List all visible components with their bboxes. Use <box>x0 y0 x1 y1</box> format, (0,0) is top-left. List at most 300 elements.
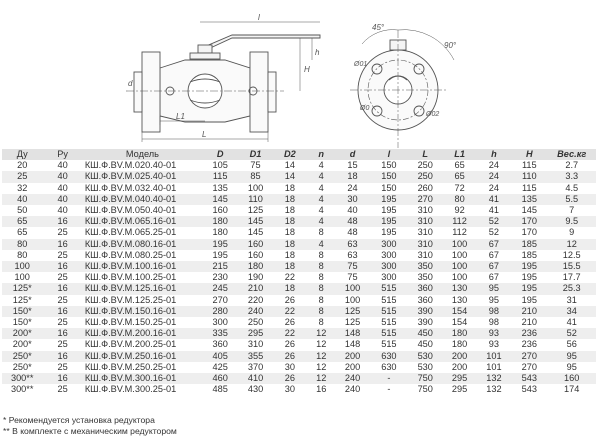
table-cell: 15 <box>347 160 358 171</box>
table-cell: 26 <box>284 317 295 328</box>
table-cell: 195 <box>370 216 408 227</box>
table-cell: 280 <box>202 306 238 317</box>
table-cell: 160 <box>238 239 272 250</box>
table-cell: 630 <box>381 361 397 372</box>
header-L1: L1 <box>442 149 476 160</box>
table-cell: 515 <box>370 283 408 294</box>
table-cell: 300** <box>10 384 34 395</box>
table-cell: 100 <box>451 272 468 283</box>
table-cell: 8 <box>318 227 324 238</box>
table-cell: 95 <box>566 361 577 372</box>
table-cell: 31 <box>566 294 577 305</box>
table-cell: 18 <box>273 194 307 205</box>
table-cell: 18 <box>273 261 307 272</box>
table-cell: 48 <box>347 227 358 238</box>
table-row <box>2 183 596 194</box>
table-cell: 101 <box>486 361 502 372</box>
table-cell: 40 <box>57 182 68 193</box>
table-cell: 25 <box>57 294 68 305</box>
dim-label-L1: L1 <box>176 112 185 121</box>
table-cell: 300 <box>370 239 408 250</box>
table-cell: 100 <box>442 239 476 250</box>
table-cell: 130 <box>451 294 468 305</box>
table-cell: 360 <box>408 283 442 294</box>
table-cell: 18 <box>284 249 295 260</box>
table-cell: 15.5 <box>547 261 596 272</box>
table-cell: 48 <box>335 216 369 227</box>
table-cell: КШ.Ф.BV.M.100.16-01 <box>83 261 202 272</box>
table-cell: КШ.Ф.BV.M.250.25-01 <box>84 361 177 372</box>
table-cell: 72 <box>454 182 465 193</box>
table-cell: 260 <box>417 182 433 193</box>
table-cell: 250 <box>408 171 442 182</box>
table-cell: 240 <box>335 373 369 384</box>
table-cell: 12 <box>307 373 335 384</box>
table-cell: 425 <box>212 361 228 372</box>
dim-label-l: l <box>258 13 260 22</box>
table-cell: 250 <box>247 317 264 328</box>
table-cell: 25 <box>2 171 42 182</box>
table-cell: 125 <box>344 317 361 328</box>
table-cell: 8 <box>318 317 324 328</box>
table-cell: КШ.Ф.BV.M.150.25-01 <box>84 317 177 328</box>
header-h: h <box>477 149 511 160</box>
table-row <box>2 339 596 350</box>
table-cell: 85 <box>238 171 272 182</box>
table-cell: 67 <box>488 249 500 260</box>
table-cell: 34 <box>547 306 596 317</box>
table-cell: 100 <box>344 294 361 305</box>
table-cell: КШ.Ф.BV.M.020.40-01 <box>84 160 177 171</box>
table-cell: 300** <box>2 373 42 384</box>
table-row <box>2 171 596 182</box>
table-cell: 18 <box>273 239 307 250</box>
table-cell: КШ.Ф.BV.M.300.16-01 <box>83 373 202 384</box>
side-view <box>126 22 320 142</box>
table-cell: 200 <box>344 361 361 372</box>
table-cell: 4 <box>307 194 335 205</box>
table-cell: 18 <box>284 205 295 216</box>
table-cell: 75 <box>250 160 261 171</box>
table-cell: 148 <box>344 339 361 350</box>
table-cell: 295 <box>238 328 272 339</box>
table-cell: 350 <box>408 261 442 272</box>
table-cell: 24 <box>488 182 500 193</box>
table-cell: 310 <box>417 227 433 238</box>
dim-label-H: H <box>304 65 310 74</box>
table-cell: 4 <box>307 171 335 182</box>
table-cell: 148 <box>335 328 369 339</box>
table-cell: 40 <box>42 171 82 182</box>
table-cell: 16 <box>42 216 82 227</box>
table-cell: 25 <box>57 272 68 283</box>
table-cell: 195 <box>521 294 537 305</box>
footnotes <box>3 415 177 437</box>
table-cell: 125 <box>335 306 369 317</box>
table-cell: 195 <box>511 283 547 294</box>
table-cell: 250* <box>12 361 32 372</box>
table-cell: 12 <box>307 328 335 339</box>
table-cell: 12 <box>307 351 335 362</box>
table-cell: 240 <box>344 384 361 395</box>
table-cell: 515 <box>381 339 397 350</box>
table-cell: 30 <box>284 384 295 395</box>
table-cell: КШ.Ф.BV.M.080.25-01 <box>84 249 177 260</box>
table-cell: 24 <box>488 160 500 171</box>
dim-label-h: h <box>315 48 320 57</box>
table-cell: 25 <box>57 249 68 260</box>
table-row <box>2 216 596 227</box>
table-cell: 18 <box>284 182 295 193</box>
table-cell: 450 <box>408 328 442 339</box>
table-cell: 195 <box>381 227 397 238</box>
table-cell: 350 <box>417 272 433 283</box>
header-du: Ду <box>2 149 42 160</box>
table-cell: 18 <box>273 216 307 227</box>
table-cell: 150* <box>12 317 32 328</box>
table-cell: 8 <box>307 283 335 294</box>
table-cell: 41 <box>488 205 500 216</box>
table-cell: 195 <box>511 261 547 272</box>
header-l: l <box>370 149 408 160</box>
table-cell: 22 <box>273 306 307 317</box>
table-cell: 20 <box>17 160 28 171</box>
table-cell: 92 <box>454 205 465 216</box>
table-cell: 460 <box>202 373 238 384</box>
table-cell: 12 <box>316 339 327 350</box>
stem <box>198 45 212 53</box>
table-cell: 4 <box>307 239 335 250</box>
table-cell: - <box>387 384 391 395</box>
table-cell: 200* <box>2 328 42 339</box>
table-cell: 370 <box>247 361 264 372</box>
table-cell: 16 <box>42 328 82 339</box>
dim-label-L: L <box>202 130 207 139</box>
table-row <box>2 362 596 373</box>
table-cell: 174 <box>564 384 580 395</box>
table-cell: 220 <box>247 294 264 305</box>
table-cell: 110 <box>511 171 547 182</box>
table-cell: 180 <box>442 328 476 339</box>
table-cell: 390 <box>408 306 442 317</box>
table-cell: 56 <box>566 339 577 350</box>
table-cell: 80 <box>442 194 476 205</box>
table-row <box>2 205 596 216</box>
table-row <box>2 328 596 339</box>
table-cell: 145 <box>238 216 272 227</box>
table-cell: 135 <box>212 182 228 193</box>
table-row <box>2 295 596 306</box>
table-cell: 16 <box>42 351 82 362</box>
table-cell: 360 <box>212 339 228 350</box>
table-cell: 355 <box>238 351 272 362</box>
table-cell: 16 <box>316 384 327 395</box>
table-cell: 210 <box>521 317 537 328</box>
header-ru: Ру <box>42 149 82 160</box>
table-cell: 160 <box>547 373 596 384</box>
table-row <box>2 239 596 250</box>
table-cell: 530 <box>408 351 442 362</box>
table-cell: 170 <box>511 216 547 227</box>
table-cell: 41 <box>477 194 511 205</box>
table-cell: 515 <box>381 317 397 328</box>
table-cell: 16 <box>42 239 82 250</box>
table-cell: 65 <box>17 227 28 238</box>
table-cell: 295 <box>442 373 476 384</box>
header-H: H <box>511 149 547 160</box>
right-flange <box>250 52 268 132</box>
table-cell: 145 <box>247 227 264 238</box>
table-cell: 310 <box>417 249 433 260</box>
table-cell: 65 <box>2 216 42 227</box>
table-cell: 750 <box>417 384 433 395</box>
table-cell: 100 <box>451 249 468 260</box>
table-cell: 26 <box>284 339 295 350</box>
table-cell: 215 <box>202 261 238 272</box>
table-cell: 25 <box>57 384 68 395</box>
table-cell: 110 <box>238 194 272 205</box>
angle-label: 45° <box>372 23 385 32</box>
table-cell: 95 <box>477 283 511 294</box>
table-cell: КШ.Ф.BV.M.025.40-01 <box>83 171 202 182</box>
table-cell: 8 <box>307 261 335 272</box>
table-cell: 95 <box>547 351 596 362</box>
table-cell: 210 <box>238 283 272 294</box>
table-cell: 16 <box>42 373 82 384</box>
table-cell: 4 <box>318 160 324 171</box>
table-row <box>2 261 596 272</box>
table-cell: 18 <box>273 283 307 294</box>
table-cell: 9.5 <box>547 216 596 227</box>
table-cell: 154 <box>451 317 468 328</box>
table-cell: КШ.Ф.BV.M.200.16-01 <box>83 328 202 339</box>
table-cell: - <box>370 373 408 384</box>
table-cell: 115 <box>202 171 238 182</box>
table-cell: КШ.Ф.BV.M.040.40-01 <box>83 194 202 205</box>
table-cell: 335 <box>202 328 238 339</box>
table-cell: 310 <box>247 339 264 350</box>
table-row <box>2 194 596 205</box>
table-cell: 410 <box>238 373 272 384</box>
table-row <box>2 227 596 238</box>
header-D2: D2 <box>273 149 307 160</box>
handle-lever <box>204 35 320 50</box>
table-cell: 115 <box>521 160 537 171</box>
table-cell: 270 <box>521 361 537 372</box>
table-cell: 200 <box>451 361 468 372</box>
table-cell: 75 <box>335 261 369 272</box>
table-cell: 105 <box>212 160 228 171</box>
table-cell: 300 <box>212 317 228 328</box>
table-cell: 150 <box>381 182 397 193</box>
table-cell: 18 <box>335 171 369 182</box>
header-D1: D1 <box>238 149 272 160</box>
table-cell: 543 <box>511 373 547 384</box>
table-cell: 26 <box>273 351 307 362</box>
table-body <box>2 160 596 395</box>
table-cell: 67 <box>477 261 511 272</box>
table-cell: 230 <box>212 272 228 283</box>
table-cell: 65 <box>454 160 465 171</box>
table-cell: 160 <box>247 249 264 260</box>
specification-table <box>2 149 596 395</box>
table-cell: 98 <box>488 317 500 328</box>
table-cell: 145 <box>521 205 537 216</box>
table-cell: 150 <box>381 160 397 171</box>
dim-label-d: d <box>128 79 133 88</box>
header-d: d <box>335 149 369 160</box>
table-cell: 195 <box>381 205 397 216</box>
radius-label: 90° <box>444 41 457 50</box>
table-cell: 9 <box>569 227 575 238</box>
table-cell: 154 <box>442 306 476 317</box>
table-cell: КШ.Ф.BV.M.150.16-01 <box>83 306 202 317</box>
table-cell: 12 <box>316 361 327 372</box>
table-cell: 112 <box>442 216 476 227</box>
table-cell: 360 <box>417 294 433 305</box>
table-cell: 132 <box>486 384 502 395</box>
table-cell: 8 <box>318 249 324 260</box>
table-cell: 4 <box>318 182 324 193</box>
table-cell: 125* <box>12 294 32 305</box>
table-cell: 80 <box>2 239 42 250</box>
table-cell: 130 <box>442 283 476 294</box>
table-cell: 14 <box>284 160 295 171</box>
table-cell: 8 <box>318 294 324 305</box>
table-cell: 2.7 <box>565 160 579 171</box>
table-row <box>2 283 596 294</box>
table-cell: 295 <box>451 384 468 395</box>
table-cell: 95 <box>488 294 500 305</box>
table-cell: КШ.Ф.BV.M.065.16-01 <box>83 216 202 227</box>
table-cell: 543 <box>521 384 537 395</box>
table-cell: 16 <box>42 261 82 272</box>
table-cell: 515 <box>370 328 408 339</box>
table-cell: 5.5 <box>547 194 596 205</box>
table-cell: 26 <box>284 294 295 305</box>
table-cell: 185 <box>521 249 537 260</box>
table-cell: 12 <box>547 239 596 250</box>
table-cell: 100 <box>335 283 369 294</box>
table-cell: 4 <box>307 216 335 227</box>
table-cell: 112 <box>452 227 467 238</box>
table-cell: 67 <box>477 239 511 250</box>
table-cell: 515 <box>370 306 408 317</box>
table-cell: 125* <box>2 283 42 294</box>
table-cell: 170 <box>521 227 537 238</box>
table-cell: 24 <box>347 182 358 193</box>
table-cell: 26 <box>273 373 307 384</box>
table-cell: 32 <box>17 182 28 193</box>
table-cell: 14 <box>273 171 307 182</box>
table-cell: 195 <box>212 249 228 260</box>
table-cell: КШ.Ф.BV.M.125.16-01 <box>83 283 202 294</box>
front-view <box>350 30 454 148</box>
table-cell: 25 <box>57 227 68 238</box>
table-cell: 8 <box>318 272 324 283</box>
table-row <box>2 317 596 328</box>
table-cell: КШ.Ф.BV.M.065.25-01 <box>84 227 177 238</box>
table-cell: 22 <box>284 272 295 283</box>
header-D: D <box>202 149 238 160</box>
table-cell: 52 <box>547 328 596 339</box>
table-row <box>2 272 596 283</box>
table-cell: КШ.Ф.BV.M.032.40-01 <box>84 182 177 193</box>
table-cell: КШ.Ф.BV.M.100.25-01 <box>84 272 177 283</box>
table-header-row <box>2 149 596 160</box>
table-cell: 115 <box>521 182 537 193</box>
table-cell: 93 <box>488 339 500 350</box>
table-row <box>2 373 596 384</box>
technical-drawing <box>0 0 600 148</box>
table-cell: 300 <box>381 272 397 283</box>
table-cell: 16 <box>42 306 82 317</box>
table-cell: 52 <box>477 216 511 227</box>
table-row <box>2 250 596 261</box>
header-weight: Вес.кг <box>547 149 596 160</box>
table-cell: 7 <box>569 205 575 216</box>
table-cell: 100 <box>2 261 42 272</box>
footnote-reducer-recommended: * Рекомендуется установка редуктора <box>3 415 155 425</box>
table-cell: КШ.Ф.BV.M.250.16-01 <box>83 351 202 362</box>
table-cell: 40 <box>2 194 42 205</box>
table-cell: 250 <box>417 160 433 171</box>
table-cell: 100 <box>247 182 264 193</box>
table-row <box>2 351 596 362</box>
table-cell: 236 <box>521 339 537 350</box>
table-cell: 270 <box>511 351 547 362</box>
table-cell: 65 <box>442 171 476 182</box>
table-cell: 52 <box>488 227 500 238</box>
table-cell: 125 <box>247 205 264 216</box>
table-cell: 40 <box>42 194 82 205</box>
table-cell: 17.7 <box>562 272 581 283</box>
table-cell: КШ.Ф.BV.M.125.25-01 <box>84 294 177 305</box>
table-cell: 150* <box>2 306 42 317</box>
table-cell: КШ.Ф.BV.M.080.16-01 <box>83 239 202 250</box>
table-cell: 200 <box>335 351 369 362</box>
table-cell: 180 <box>238 261 272 272</box>
table-cell: 67 <box>488 272 500 283</box>
table-cell: 25.3 <box>547 283 596 294</box>
header-model: Модель <box>83 149 202 160</box>
table-cell: 75 <box>347 272 358 283</box>
table-row <box>2 384 596 395</box>
table-cell: 180 <box>212 227 228 238</box>
table-cell: КШ.Ф.BV.M.300.25-01 <box>84 384 177 395</box>
table-cell: 245 <box>202 283 238 294</box>
table-cell: 250* <box>2 351 42 362</box>
header-L: L <box>408 149 442 160</box>
table-cell: 25 <box>57 361 68 372</box>
table-cell: 41 <box>566 317 577 328</box>
table-cell: 4 <box>318 205 324 216</box>
table-cell: 270 <box>408 194 442 205</box>
table-cell: 101 <box>477 351 511 362</box>
table-cell: 390 <box>417 317 433 328</box>
table-cell: КШ.Ф.BV.M.050.40-01 <box>84 205 177 216</box>
table-cell: 100 <box>14 272 30 283</box>
table-cell: 30 <box>335 194 369 205</box>
table-cell: 310 <box>408 239 442 250</box>
table-cell: 98 <box>477 306 511 317</box>
dim-label-D2: Ø02 <box>426 111 440 118</box>
table-cell: 530 <box>417 361 433 372</box>
table-cell: 40 <box>57 205 68 216</box>
table-cell: 300 <box>381 249 397 260</box>
table-cell: 25 <box>57 339 68 350</box>
dim-label-D1: Ø01 <box>354 61 368 68</box>
